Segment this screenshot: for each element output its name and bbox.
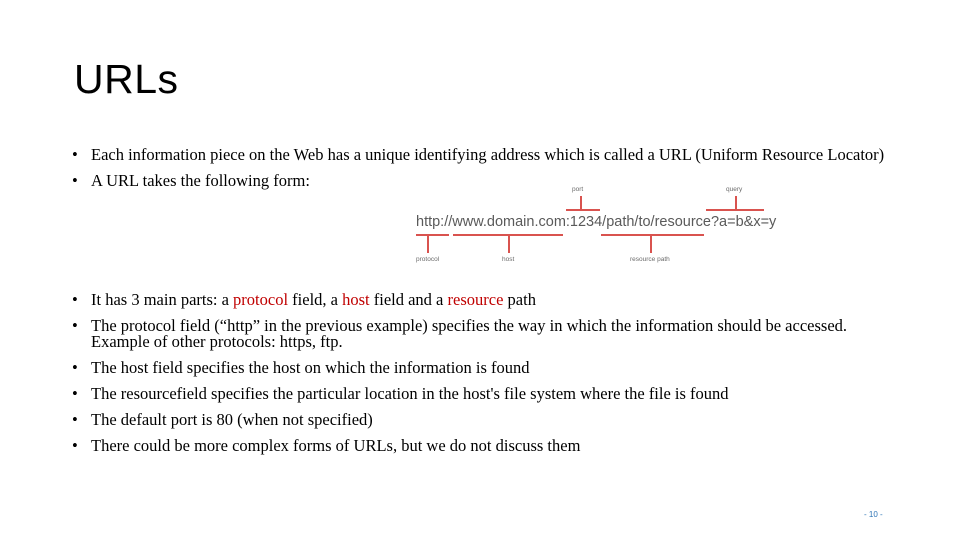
url-example: http://www.domain.com:1234/path/to/resource?a=b&x=y [416, 214, 777, 230]
port-underline [566, 209, 600, 211]
bullet-item: • The protocol field (“http” in the previous example) specifies the way in which the information should be accessed. Example of other protocols: https, ftp. [72, 318, 902, 350]
text-run: field and a [369, 290, 448, 309]
slide-title: URLs [74, 56, 179, 102]
protocol-underline [416, 234, 449, 236]
bullet-item: • The default port is 80 (when not specified) [72, 412, 902, 428]
highlight-protocol: protocol [233, 290, 289, 309]
protocol-label: protocol [416, 256, 440, 263]
protocol-connector [427, 236, 429, 253]
highlight-resource: resource [447, 290, 504, 309]
host-connector [508, 236, 510, 253]
bullet-item: • The host field specifies the host on which the information is found [72, 360, 902, 376]
text-run: path [503, 290, 536, 309]
url-diagram [405, 180, 775, 270]
bullet-item: • Each information piece on the Web has a unique identifying address which is called a URL (Uniform Resource Locator) [72, 147, 902, 163]
query-label: query [726, 186, 743, 193]
port-connector [580, 196, 582, 209]
resource-path-underline [601, 234, 704, 236]
host-label: host [502, 256, 515, 263]
resource-path-label: resource path [630, 256, 670, 263]
bullet-item: • The resourcefield specifies the particular location in the host's file system where the file is found [72, 386, 902, 402]
bullet-item: • There could be more complex forms of URLs, but we do not discuss them [72, 438, 902, 454]
resource-path-connector [650, 236, 652, 253]
details-bullet-list [72, 292, 902, 464]
query-connector [735, 196, 737, 209]
bullet-item: • A URL takes the following form: [72, 173, 902, 189]
highlight-host: host [342, 290, 370, 309]
text-run: field, a [288, 290, 343, 309]
bullet-item-main-parts [72, 292, 902, 308]
text-run: It has 3 main parts: a [91, 290, 234, 309]
query-underline [706, 209, 764, 211]
port-label: port [572, 186, 584, 193]
page-number: - 10 - [864, 510, 883, 519]
